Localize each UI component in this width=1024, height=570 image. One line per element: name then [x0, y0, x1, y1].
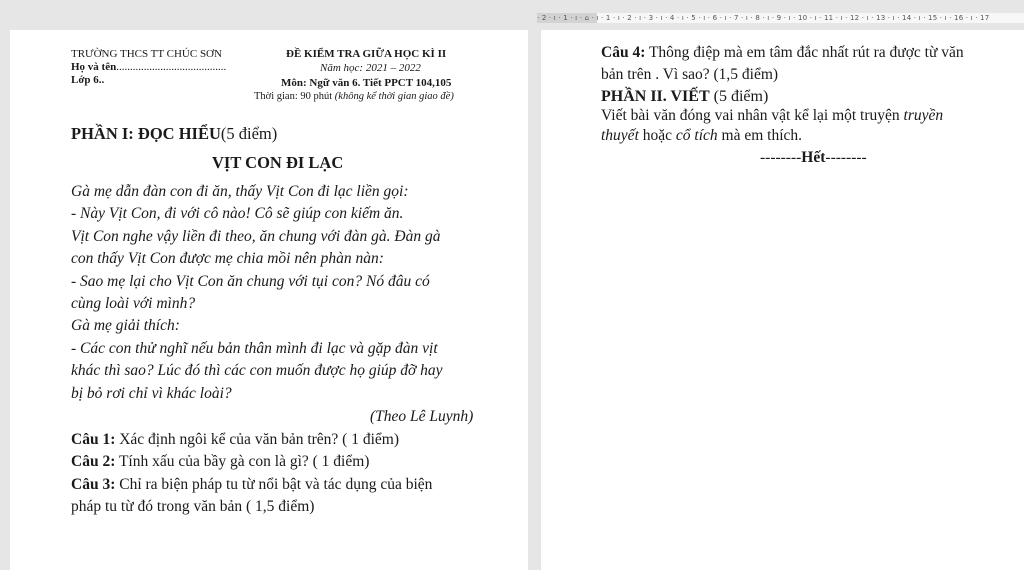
- end-dashes: --------: [825, 149, 867, 166]
- question-2-label: Câu 2:: [71, 453, 116, 470]
- question-2: [71, 451, 369, 473]
- story-line: con thấy Vịt Con được mẹ chia mồi nên phàn nàn:: [71, 250, 384, 268]
- question-1-text: Xác định ngôi kể của văn bản trên? ( 1 điểm): [115, 431, 399, 448]
- part1-points: (5 điểm): [220, 124, 278, 143]
- story-line: Vịt Con nghe vậy liền đi theo, ăn chung với đàn gà. Đàn gà: [71, 227, 441, 245]
- name-dots: ........................................: [116, 61, 227, 73]
- end-dashes: --------: [760, 149, 802, 166]
- prompt-text: mà em thích.: [717, 127, 803, 144]
- story-line: Gà mẹ dẫn đàn con đi ăn, thấy Vịt Con đi lạc liền gọi:: [71, 183, 409, 200]
- document-page-right[interactable]: [541, 30, 1024, 570]
- prompt-italic: cổ tích: [675, 127, 718, 144]
- prompt-text: Viết bài văn đóng vai nhân vật kể lại một truyện: [601, 107, 904, 124]
- question-3: [71, 474, 432, 519]
- question-3-label: Câu 3:: [71, 476, 116, 493]
- part1-heading-text: PHẦN I: ĐỌC HIỂU: [71, 124, 221, 143]
- story-line: cùng loài với mình?: [71, 295, 196, 313]
- story-line: Gà mẹ giải thích:: [71, 317, 180, 335]
- prompt-text: hoặc: [638, 127, 676, 144]
- exam-title: ĐỀ KIỂM TRA GIỮA HỌC KÌ II: [286, 48, 447, 60]
- class-label: Lớp 6..: [71, 74, 105, 86]
- prompt-italic: truyền: [903, 107, 944, 124]
- story-body: [71, 181, 443, 405]
- name-label: Họ và tên: [71, 61, 117, 73]
- question-4-text: Thông điệp mà em tâm đắc nhất rút ra được từ văn: [645, 44, 964, 61]
- story-line: - Này Vịt Con, đi với cô nào! Cô sẽ giúp con kiếm ăn.: [71, 205, 404, 223]
- document-page-left[interactable]: [10, 30, 528, 570]
- story-line: bị bỏ rơi chỉ vì khác loài?: [71, 384, 232, 402]
- story-source: (Theo Lê Luynh): [370, 408, 474, 425]
- story-line: - Sao mẹ lại cho Vịt Con ăn chung với tụi con? Nó đâu có: [71, 272, 430, 290]
- question-4-text-cont: bản trên . Vì sao? (1,5 điểm): [601, 66, 779, 84]
- question-1-label: Câu 1:: [71, 431, 116, 448]
- ruler-ticks: · 2 · ı · 1 · ı · ⌂ · ı · 1 · ı · 2 · ı · 3 · ı · 4 · ı · 5 · ı · 6 · ı · 7 · ı · 8 · ı · 9 · ı · 10 · ı · 11 · ı · 12 · ı · 13 · ı · 14 · ı · 15 · ı · 16 · ı · 17: [537, 14, 990, 22]
- horizontal-ruler[interactable]: [537, 12, 1024, 24]
- part2-prompt: [601, 106, 943, 146]
- subject-line: Môn: Ngữ văn 6. Tiết PPCT 104,105: [281, 77, 452, 89]
- question-3-text-cont: pháp tu từ đó trong văn bản ( 1,5 điểm): [71, 498, 315, 516]
- question-4-label: Câu 4:: [601, 44, 646, 61]
- part1-heading: [71, 124, 277, 144]
- school-year: Năm học: 2021 – 2022: [320, 62, 421, 74]
- name-line: [71, 61, 226, 73]
- time-text: Thời gian: 90 phút: [254, 91, 335, 102]
- end-marker: [760, 147, 867, 169]
- school-name: TRƯỜNG THCS TT CHÚC SƠN: [71, 48, 222, 60]
- story-line: - Các con thử nghĩ nếu bản thân mình đi lạc và gặp đàn vịt: [71, 339, 438, 357]
- prompt-italic: thuyết: [601, 127, 639, 144]
- story-title: VỊT CON ĐI LẠC: [212, 153, 344, 172]
- end-word: Hết: [801, 149, 826, 166]
- question-3-text: Chỉ ra biện pháp tu từ nổi bật và tác dụng của biện: [115, 476, 433, 493]
- story-line: khác thì sao? Lúc đó thì các con muốn được họ giúp đỡ hay: [71, 362, 443, 380]
- time-line: [254, 91, 454, 102]
- question-2-text: Tính xấu của bầy gà con là gì? ( 1 điểm): [115, 453, 370, 470]
- time-note: (không kể thời gian giao đề): [334, 91, 454, 102]
- question-1: [71, 429, 399, 451]
- part2-heading-text: PHẦN II. VIẾT: [601, 88, 710, 105]
- question-4: [601, 42, 964, 87]
- part2-points: (5 điểm): [709, 88, 769, 105]
